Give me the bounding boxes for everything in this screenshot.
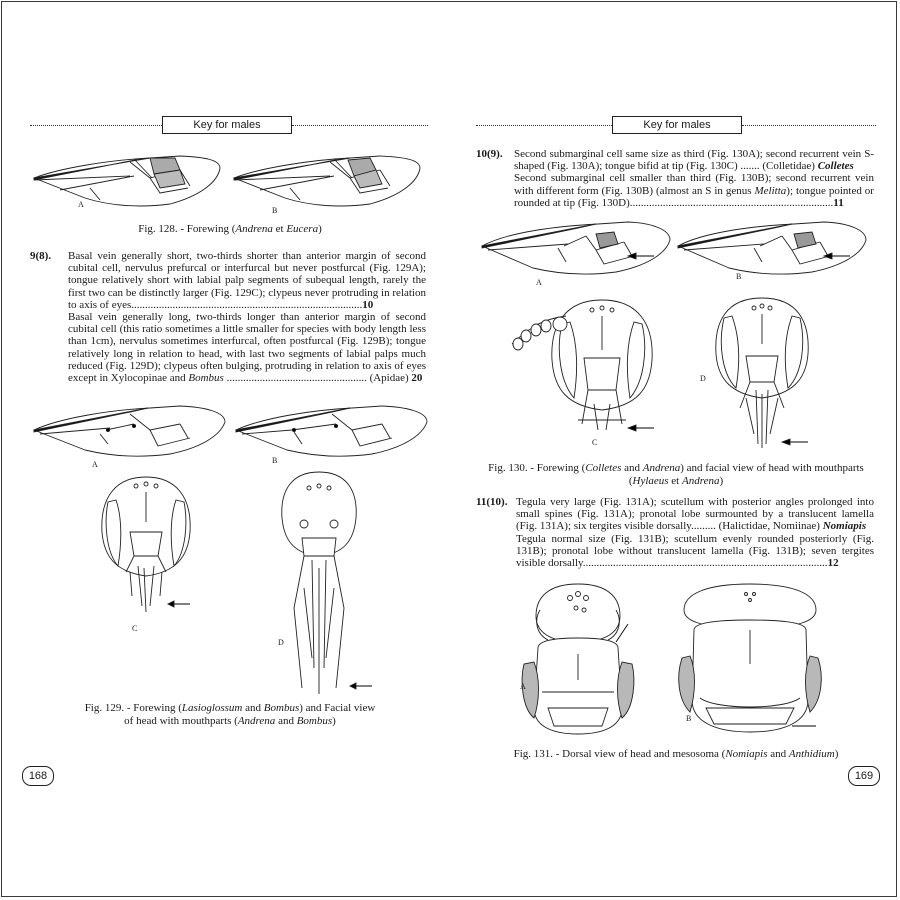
header-rule-right	[742, 125, 876, 126]
right-page	[450, 2, 898, 898]
fig129-caption: Fig. 129. - Forewing (Lasioglossum and Bombus) and Facial view of head with mouthparts (Andrena and Bombus)	[84, 702, 376, 727]
fig131-label-b: B	[686, 714, 692, 723]
fig130-head-d	[702, 294, 852, 454]
header-rule-left	[30, 125, 162, 126]
header-rule-right	[292, 125, 428, 126]
header-rule-left	[476, 125, 612, 126]
couplet-11-text	[516, 496, 874, 569]
fig131-caption: Fig. 131. - Dorsal view of head and mesosoma (Nomiapis and Anthidium)	[513, 748, 839, 760]
book-spread	[1, 1, 897, 897]
couplet-10-text	[514, 148, 874, 209]
fig129-head-d	[264, 468, 394, 698]
fig131-mesosoma-b	[676, 580, 836, 740]
fig130-label-d: D	[700, 374, 706, 383]
wing-a	[34, 156, 220, 206]
fig128-label-a: A	[78, 200, 84, 209]
couplet-10-number: 10(9).	[476, 148, 503, 160]
couplet-11-number: 11(10).	[476, 496, 508, 508]
fig128-caption: Fig. 128. - Forewing (Andrena et Eucera)	[138, 223, 322, 235]
fig130-caption: Fig. 130. - Forewing (Colletes and Andrena) and facial view of head with mouthparts (Hylaeus et Andrena)	[488, 462, 864, 487]
fig130-label-c: C	[592, 438, 598, 447]
fig130-label-a: A	[536, 278, 542, 287]
fig129-label-b: B	[272, 456, 278, 465]
fig130-head-c	[502, 294, 672, 444]
couplet-11b: Tegula normal size (Fig. 131B); scutellum evenly rounded posteriorly (Fig. 131B); pronotal lobe without translucent lamella (Fig. 131B); seven tergites visible dorsally.........................................................................................12	[516, 532, 874, 570]
fig131-label-a: A	[520, 682, 526, 691]
fig129-head-c	[86, 472, 206, 622]
fig129-forewings	[30, 402, 450, 462]
fig129-label-a: A	[92, 460, 98, 469]
fig128-label-b: B	[272, 206, 278, 215]
fig130-label-b: B	[736, 272, 742, 281]
fig130-forewings	[478, 218, 898, 284]
left-page	[2, 2, 450, 898]
fig131-mesosoma-a	[518, 580, 668, 740]
fig129-label-c: C	[132, 624, 138, 633]
couplet-10a: Second submarginal cell same size as third (Fig. 130A); second recurrent vein S-shaped (Fig. 130A); tongue bifid at tip (Fig. 130C) ....... (Colletidae) Colletes	[514, 148, 874, 173]
couplet-11a: Tegula very large (Fig. 131A); scutellum with posterior angles prolonged into small spines (Fig. 131A); pronotal lobe surmounted by a translucent lamella (Fig. 131A); six tergites visible dorsally......... (Halictidae, Nomiinae) Nomiapis	[516, 496, 874, 533]
couplet-9b: Basal vein generally long, two-thirds longer than anterior margin of second cubital cell (this ratio sometimes a little smaller for species with body length less than 1cm), nervulus sometimes interfurcal, often postfurcal (Fig. 129B); tongue relatively long in relation to head, with last two segments of labial palps much reduced (Fig. 129D); clypeus often bulging, protruding in relation to axis of eyes except in Xylocopinae and Bombus ................................................... (Apidae) 20	[68, 311, 426, 385]
header-title-left: Key for males	[162, 116, 292, 134]
couplet-9-text	[68, 250, 426, 384]
couplet-10b: Second submarginal cell smaller than third (Fig. 130B); second recurrent vein with different form (Fig. 130B) (almost an S in genus Melitta); tongue pointed or rounded at tip (Fig. 130D)..........................................................................11	[514, 172, 874, 209]
couplet-9-number: 9(8).	[30, 250, 52, 262]
header-title-right: Key for males	[612, 116, 742, 134]
fig129-label-d: D	[278, 638, 284, 647]
page-number-right: 169	[848, 766, 880, 786]
fig128-forewings	[30, 148, 450, 218]
page-number-left: 168	[22, 766, 54, 786]
wing-b	[234, 156, 420, 206]
couplet-9a: Basal vein generally short, two-thirds shorter than anterior margin of second cubital cell, nervulus prefurcal or interfurcal but never postfurcal (Fig. 129A); tongue relatively short with labial palp segments of subequal length, rarely the first two can be distinctly larger (Fig. 129C); clypeus never protruding in relation to axis of eyes....................................................................................10	[68, 250, 426, 311]
